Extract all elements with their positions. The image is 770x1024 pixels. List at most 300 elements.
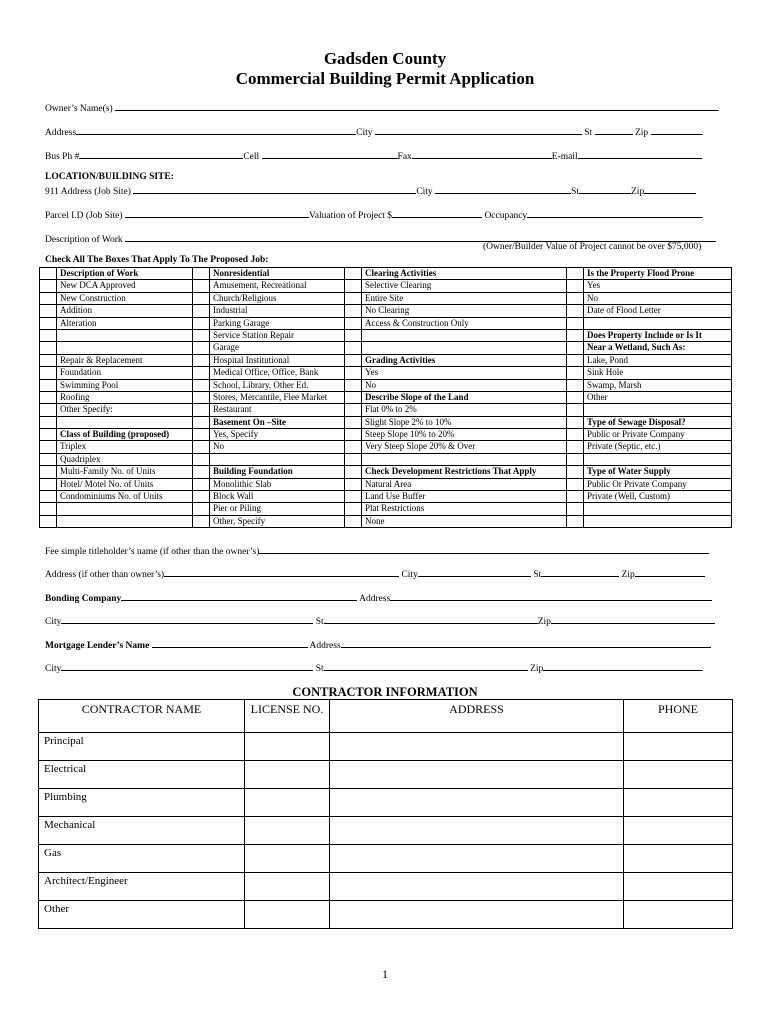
checklist-row (40, 317, 732, 329)
description-field[interactable] (125, 232, 716, 242)
parcel-label: Parcel I.D (Job Site) (45, 211, 123, 221)
checklist-row (40, 342, 732, 354)
mortgage-row (45, 638, 711, 651)
contractor-row (39, 873, 733, 901)
checklist-item: Yes, Specify (210, 429, 345, 441)
contractor-header-row (39, 700, 733, 733)
checklist-item: Is the Property Flood Prone (584, 268, 732, 280)
checkbox[interactable] (40, 354, 57, 366)
occupancy-field[interactable] (527, 208, 703, 218)
checkbox[interactable] (345, 441, 362, 453)
mortgage-address-label: Address (309, 641, 341, 651)
checkbox[interactable] (345, 342, 362, 354)
checkbox[interactable] (40, 280, 57, 292)
email-label: E-mail (551, 152, 578, 162)
checkbox[interactable] (193, 478, 210, 490)
checkbox[interactable] (193, 354, 210, 366)
checkbox[interactable] (40, 329, 57, 341)
checkbox[interactable] (567, 391, 584, 403)
contractor-type: Mechanical (39, 817, 245, 845)
checklist-row (40, 329, 732, 341)
bonding-zip-label: Zip (537, 617, 551, 627)
checklist-item: Yes (584, 280, 732, 292)
owner-zip-field[interactable] (651, 125, 703, 135)
page-number: 1 (382, 967, 388, 981)
contractor-type: Plumbing (39, 789, 245, 817)
checklist-item: Swamp, Marsh (584, 379, 732, 391)
contractor-row (39, 789, 733, 817)
checklist-item: Describe Slope of the Land (362, 391, 567, 403)
mortgage-field[interactable] (152, 638, 308, 648)
checklist-item: Public Or Private Company (584, 478, 732, 490)
checklist-item: Church/Religious (210, 292, 345, 304)
checkbox[interactable] (193, 379, 210, 391)
checklist-row (40, 429, 732, 441)
checkbox[interactable] (345, 429, 362, 441)
checkbox[interactable] (345, 466, 362, 478)
owner-address-label: Address (45, 128, 77, 138)
phone-cell[interactable] (624, 817, 733, 845)
checkbox[interactable] (567, 478, 584, 490)
checklist-row (40, 292, 732, 304)
header-contractor-name: CONTRACTOR NAME (39, 700, 245, 733)
checklist-item: Parking Garage (210, 317, 345, 329)
bonding-address-label: Address (359, 594, 391, 604)
checkbox[interactable] (567, 354, 584, 366)
checkbox[interactable] (567, 342, 584, 354)
checklist-item: Very Steep Slope 20% & Over (362, 441, 567, 453)
checklist-item (57, 515, 193, 527)
form-title: Commercial Building Permit Application (235, 69, 535, 88)
checklist-item: Stores, Mercantile, Flee Market (210, 391, 345, 403)
checkbox[interactable] (193, 503, 210, 515)
address-cell[interactable] (330, 733, 624, 761)
phone-cell[interactable] (624, 733, 733, 761)
checkbox[interactable] (40, 515, 57, 527)
phone-cell[interactable] (624, 789, 733, 817)
checkbox[interactable] (567, 305, 584, 317)
owner-name-label: Owner’s Name(s) (45, 104, 113, 114)
checklist-row (40, 404, 732, 416)
checkbox[interactable] (40, 367, 57, 379)
checkbox[interactable] (567, 280, 584, 292)
checklist-row (40, 466, 732, 478)
contractor-type: Principal (39, 733, 245, 761)
checklist-item: Flat 0% to 2% (362, 404, 567, 416)
site-city-field[interactable] (435, 184, 571, 194)
checkbox[interactable] (345, 515, 362, 527)
checkbox[interactable] (40, 478, 57, 490)
contractor-row (39, 761, 733, 789)
checklist-item: Date of Flood Letter (584, 305, 732, 317)
checklist-item: Near a Wetland, Such As: (584, 342, 732, 354)
checklist-item: Nonresidential (210, 268, 345, 280)
site-address-field[interactable] (133, 184, 416, 194)
checkbox[interactable] (567, 292, 584, 304)
owner-builder-note: (Owner/Builder Value of Project cannot be over $75,000) (483, 242, 702, 252)
checkbox[interactable] (193, 515, 210, 527)
checklist-item: Block Wall (210, 491, 345, 503)
bus-phone-field[interactable] (79, 149, 243, 159)
titleholder-label: Fee simple titleholder’s name (if other than the owner’s) (45, 547, 260, 557)
checklist-row (40, 367, 732, 379)
checklist-row (40, 280, 732, 292)
checklist-item (57, 329, 193, 341)
checklist-row (40, 515, 732, 527)
checklist-item: No (362, 379, 567, 391)
checklist-item: Private (Septic, etc.) (584, 441, 732, 453)
checklist-item: Triplex (57, 441, 193, 453)
checkbox[interactable] (567, 503, 584, 515)
checklist-item: No (584, 292, 732, 304)
checklist-item (57, 416, 193, 428)
checklist-row (40, 491, 732, 503)
checkbox[interactable] (345, 391, 362, 403)
check-boxes-heading: Check All The Boxes That Apply To The Proposed Job: (45, 255, 269, 265)
checklist-item: Garage (210, 342, 345, 354)
fax-field[interactable] (412, 149, 552, 159)
checkbox[interactable] (40, 503, 57, 515)
mortgage-city-row (45, 661, 703, 674)
site-city-label: City (416, 187, 433, 197)
county-title: Gadsden County (323, 49, 447, 68)
checklist-item: Building Foundation (210, 466, 345, 478)
checkbox[interactable] (40, 429, 57, 441)
checklist-row (40, 305, 732, 317)
checkbox[interactable] (40, 268, 57, 280)
checkbox[interactable] (345, 367, 362, 379)
owner-city-label: City (356, 128, 373, 138)
mortgage-st-field[interactable] (324, 661, 528, 671)
checklist-item: Foundation (57, 367, 193, 379)
phone-cell[interactable] (624, 845, 733, 873)
fee-city-field[interactable] (418, 567, 531, 577)
site-heading: LOCATION/BUILDING SITE: (45, 172, 174, 182)
site-address-row (45, 184, 696, 197)
contractor-row (39, 901, 733, 929)
checklist-item: Hotel/ Motel No. of Units (57, 478, 193, 490)
checkbox[interactable] (567, 317, 584, 329)
header-address: ADDRESS (330, 700, 624, 733)
checklist-row (40, 453, 732, 465)
fee-st-label: St (533, 570, 542, 580)
site-st-label: St (571, 187, 579, 197)
checkbox[interactable] (40, 416, 57, 428)
license-cell[interactable] (245, 733, 330, 761)
checklist-item: Access & Construction Only (362, 317, 567, 329)
bonding-address-field[interactable] (390, 591, 712, 601)
header-license-no: LICENSE NO. (245, 700, 330, 733)
checklist-item: Public or Private Company (584, 429, 732, 441)
checklist-item: Class of Building (proposed) (57, 429, 193, 441)
checkbox[interactable] (193, 367, 210, 379)
mortgage-zip-field[interactable] (543, 661, 703, 671)
checkbox[interactable] (193, 416, 210, 428)
address-cell[interactable] (330, 873, 624, 901)
checkbox[interactable] (193, 268, 210, 280)
checkbox[interactable] (40, 317, 57, 329)
site-zip-field[interactable] (644, 184, 696, 194)
checklist-item: Pier or Piling (210, 503, 345, 515)
checkbox[interactable] (345, 317, 362, 329)
checkbox[interactable] (345, 404, 362, 416)
address-cell[interactable] (330, 761, 624, 789)
checkbox[interactable] (40, 379, 57, 391)
checkbox[interactable] (567, 491, 584, 503)
checkbox[interactable] (345, 491, 362, 503)
checklist-item (362, 453, 567, 465)
fax-label: Fax (397, 152, 412, 162)
checklist-item: Quadriplex (57, 453, 193, 465)
owner-name-row (45, 101, 719, 114)
checkbox[interactable] (345, 329, 362, 341)
site-address-label: 911 Address (Job Site) (45, 187, 131, 197)
owner-zip-label: Zip (634, 128, 649, 138)
checklist-item: Yes (362, 367, 567, 379)
checklist-item: Multi-Family No. of Units (57, 466, 193, 478)
checkbox[interactable] (567, 429, 584, 441)
bonding-st-field[interactable] (324, 614, 538, 624)
header-phone: PHONE (624, 700, 733, 733)
checklist-item: Slight Slope 2% to 10% (362, 416, 567, 428)
checklist-item: Plat Restrictions (362, 503, 567, 515)
checklist-item: No Clearing (362, 305, 567, 317)
contractor-info-title: CONTRACTOR INFORMATION (292, 685, 478, 699)
checkbox[interactable] (193, 404, 210, 416)
checkbox[interactable] (193, 342, 210, 354)
license-cell[interactable] (245, 817, 330, 845)
mortgage-st-label: St (315, 664, 324, 674)
checklist-item (584, 515, 732, 527)
checklist-item: New Construction (57, 292, 193, 304)
contractor-type: Gas (39, 845, 245, 873)
checklist-item (57, 503, 193, 515)
checklist-item: Condominiums No. of Units (57, 491, 193, 503)
fee-address-label: Address (if other than owner’s) (45, 570, 165, 580)
owner-phone-row (45, 149, 702, 162)
checklist-item: New DCA Approved (57, 280, 193, 292)
checkbox[interactable] (345, 453, 362, 465)
fee-city-label: City (401, 570, 418, 580)
email-field[interactable] (578, 149, 702, 159)
bonding-city-label: City (45, 617, 62, 627)
cell-label: Cell (243, 152, 260, 162)
checklist-item: Private (Well, Custom) (584, 491, 732, 503)
checkbox[interactable] (345, 305, 362, 317)
checklist-row (40, 441, 732, 453)
checklist-item (57, 342, 193, 354)
titleholder-field[interactable] (259, 544, 709, 554)
phone-cell[interactable] (624, 901, 733, 929)
checkbox[interactable] (40, 305, 57, 317)
mortgage-address-field[interactable] (341, 638, 711, 648)
checklist-item: Medical Office, Office, Bank (210, 367, 345, 379)
checklist-row (40, 354, 732, 366)
bonding-city-row (45, 614, 715, 627)
checkbox[interactable] (193, 491, 210, 503)
checklist-item (210, 453, 345, 465)
owner-address-field[interactable] (76, 125, 356, 135)
checklist-item: Other (584, 391, 732, 403)
checklist-item: Basement On –Site (210, 416, 345, 428)
phone-cell[interactable] (624, 761, 733, 789)
checklist-item (362, 329, 567, 341)
mortgage-city-label: City (45, 664, 62, 674)
checkbox[interactable] (193, 441, 210, 453)
checkbox[interactable] (345, 379, 362, 391)
checklist-row (40, 268, 732, 280)
checklist-item: Land Use Buffer (362, 491, 567, 503)
checklist-item: Grading Activities (362, 354, 567, 366)
address-cell[interactable] (330, 817, 624, 845)
checkbox[interactable] (193, 466, 210, 478)
checkbox[interactable] (567, 379, 584, 391)
site-st-field[interactable] (579, 184, 631, 194)
checklist-item: Alteration (57, 317, 193, 329)
checkbox[interactable] (193, 391, 210, 403)
contractor-type: Other (39, 901, 245, 929)
mortgage-label: Mortgage Lender’s Name (45, 641, 150, 651)
checklist-item: Restaurant (210, 404, 345, 416)
job-checklist (39, 267, 732, 528)
checkbox[interactable] (40, 441, 57, 453)
checkbox[interactable] (567, 466, 584, 478)
checklist-item: Steep Slope 10% to 20% (362, 429, 567, 441)
checklist-item (584, 404, 732, 416)
phone-cell[interactable] (624, 873, 733, 901)
checkbox[interactable] (345, 268, 362, 280)
occupancy-label: Occupancy (484, 211, 528, 221)
owner-name-field[interactable] (115, 101, 719, 111)
address-cell[interactable] (330, 789, 624, 817)
cell-field[interactable] (262, 149, 398, 159)
checklist-item (584, 453, 732, 465)
checklist-item (362, 342, 567, 354)
address-cell[interactable] (330, 845, 624, 873)
checkbox[interactable] (567, 441, 584, 453)
checklist-row (40, 391, 732, 403)
fee-st-field[interactable] (541, 567, 619, 577)
checkbox[interactable] (345, 354, 362, 366)
valuation-label: Valuation of Project $ (308, 211, 393, 221)
checklist-row (40, 379, 732, 391)
checkbox[interactable] (193, 280, 210, 292)
checkbox[interactable] (193, 317, 210, 329)
checkbox[interactable] (40, 453, 57, 465)
checkbox[interactable] (40, 342, 57, 354)
checklist-row (40, 478, 732, 490)
checkbox[interactable] (345, 292, 362, 304)
bus-phone-label: Bus Ph # (45, 152, 80, 162)
checkbox[interactable] (345, 416, 362, 428)
checkbox[interactable] (567, 367, 584, 379)
checkbox[interactable] (193, 453, 210, 465)
checkbox[interactable] (567, 329, 584, 341)
contractor-type: Electrical (39, 761, 245, 789)
checkbox[interactable] (40, 292, 57, 304)
checklist-row (40, 416, 732, 428)
checkbox[interactable] (193, 292, 210, 304)
license-cell[interactable] (245, 789, 330, 817)
mortgage-city-field[interactable] (61, 661, 313, 671)
checklist-item: Repair & Replacement (57, 354, 193, 366)
license-cell[interactable] (245, 845, 330, 873)
checkbox[interactable] (345, 280, 362, 292)
checkbox[interactable] (193, 429, 210, 441)
checkbox[interactable] (193, 329, 210, 341)
license-cell[interactable] (245, 873, 330, 901)
owner-st-field[interactable] (595, 125, 633, 135)
checklist-item: Lake, Pond (584, 354, 732, 366)
checklist-item: Hospital Institutional (210, 354, 345, 366)
checkbox[interactable] (567, 416, 584, 428)
license-cell[interactable] (245, 901, 330, 929)
checklist-item: Service Station Repair (210, 329, 345, 341)
parcel-row (45, 208, 703, 221)
checklist-item: Clearing Activities (362, 268, 567, 280)
checklist-item: Natural Area (362, 478, 567, 490)
fee-address-field[interactable] (164, 567, 399, 577)
fee-address-row (45, 567, 705, 580)
bonding-label: Bonding Company (45, 594, 122, 604)
checkbox[interactable] (40, 491, 57, 503)
bonding-row (45, 591, 712, 604)
checklist-row (40, 503, 732, 515)
contractor-table (38, 699, 733, 929)
checklist-item: Description of Work (57, 268, 193, 280)
fee-zip-field[interactable] (635, 567, 705, 577)
checkbox[interactable] (567, 404, 584, 416)
bonding-city-field[interactable] (61, 614, 313, 624)
owner-city-field[interactable] (375, 125, 582, 135)
checklist-item: Swimming Pool (57, 379, 193, 391)
address-cell[interactable] (330, 901, 624, 929)
checklist-item: Type of Sewage Disposal? (584, 416, 732, 428)
checkbox[interactable] (40, 466, 57, 478)
checkbox[interactable] (567, 453, 584, 465)
owner-st-label: St (584, 128, 593, 138)
bonding-field[interactable] (121, 591, 357, 601)
bonding-zip-field[interactable] (551, 614, 715, 624)
checkbox[interactable] (567, 268, 584, 280)
fee-zip-label: Zip (621, 570, 635, 580)
checkbox[interactable] (40, 404, 57, 416)
checklist-item (584, 317, 732, 329)
checkbox[interactable] (567, 515, 584, 527)
contractor-row (39, 845, 733, 873)
checklist-item: Other, Specify (210, 515, 345, 527)
contractor-type: Architect/Engineer (39, 873, 245, 901)
checkbox[interactable] (345, 478, 362, 490)
checkbox[interactable] (345, 503, 362, 515)
mortgage-zip-label: Zip (530, 664, 544, 674)
checklist-item: None (362, 515, 567, 527)
valuation-field[interactable] (392, 208, 482, 218)
checklist-item: Industrial (210, 305, 345, 317)
checklist-item: No (210, 441, 345, 453)
license-cell[interactable] (245, 761, 330, 789)
contractor-row (39, 817, 733, 845)
checklist-item: Entire Site (362, 292, 567, 304)
checklist-item: Other Specify: (57, 404, 193, 416)
parcel-field[interactable] (125, 208, 309, 218)
checkbox[interactable] (40, 391, 57, 403)
checklist-item: Does Property Include or Is It (584, 329, 732, 341)
checkbox[interactable] (193, 305, 210, 317)
site-zip-label: Zip (631, 187, 645, 197)
checklist-item: Type of Water Supply (584, 466, 732, 478)
checklist-item: School, Library, Other Ed. (210, 379, 345, 391)
